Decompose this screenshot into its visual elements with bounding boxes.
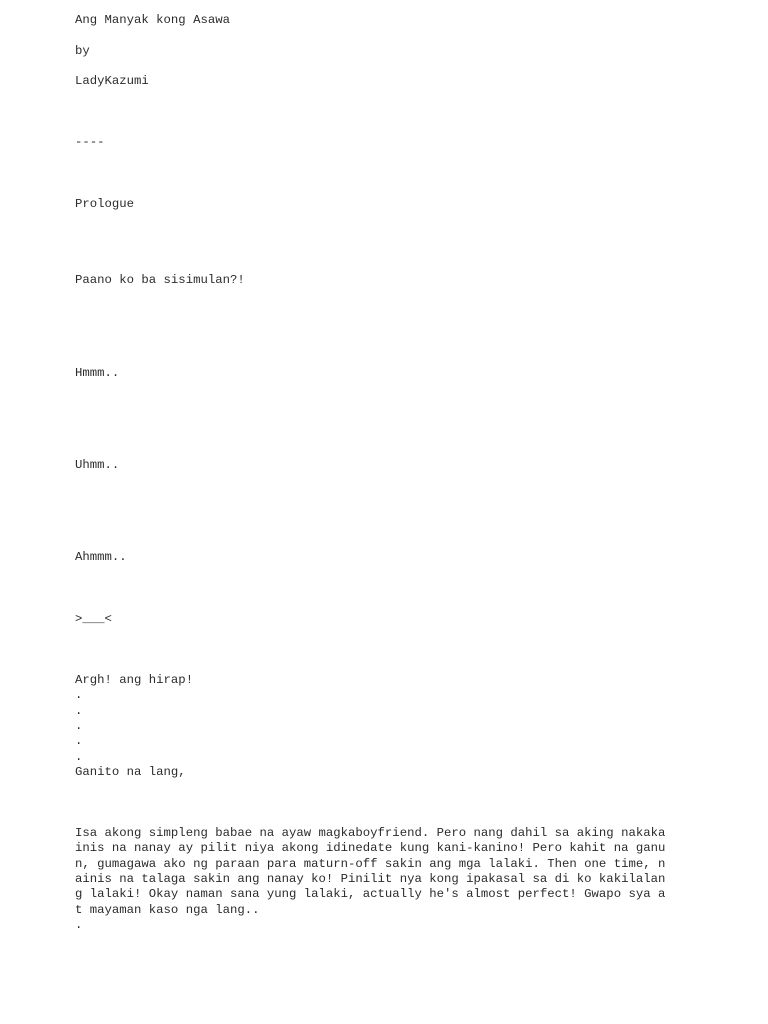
paragraph-line: Isa akong simpleng babae na ayaw magkaboyfriend. Pero nang dahil sa aking nakaka xyxy=(75,826,666,840)
story-line: Argh! ang hirap! xyxy=(75,673,194,687)
section-heading: Prologue xyxy=(75,197,135,211)
paragraph-line: g lalaki! Okay naman sana yung lalaki, actually he's almost perfect! Gwapo sya a xyxy=(75,887,666,901)
story-line: Ahmmm.. xyxy=(75,550,127,564)
ellipsis-dot: . xyxy=(75,688,83,702)
ellipsis-dot: . xyxy=(75,719,83,733)
paragraph-line: ainis na talaga sakin ang nanay ko! Pinilit nya kong ipakasal sa di ko kakilalan xyxy=(75,872,666,886)
byline-by: by xyxy=(75,44,90,58)
paragraph-line: t mayaman kaso nga lang.. xyxy=(75,903,260,917)
story-line: Ganito na lang, xyxy=(75,765,186,779)
story-line: Uhmm.. xyxy=(75,458,120,472)
ellipsis-dot: . xyxy=(75,750,83,764)
paragraph-line: n, gumagawa ako ng paraan para maturn-off sakin ang mga lalaki. Then one time, n xyxy=(75,857,666,871)
paragraph-line: inis na nanay ay pilit niya akong idinedate kung kani-kanino! Pero kahit na ganu xyxy=(75,841,666,855)
ellipsis-dot: . xyxy=(75,918,83,932)
author-name: LadyKazumi xyxy=(75,74,149,88)
ellipsis-dot: . xyxy=(75,734,83,748)
story-title: Ang Manyak kong Asawa xyxy=(75,13,230,27)
ellipsis-dot: . xyxy=(75,704,83,718)
story-line: Hmmm.. xyxy=(75,366,120,380)
story-line: Paano ko ba sisimulan?! xyxy=(75,273,245,287)
emoticon-line: >___< xyxy=(75,612,112,626)
separator: ---- xyxy=(75,135,105,149)
